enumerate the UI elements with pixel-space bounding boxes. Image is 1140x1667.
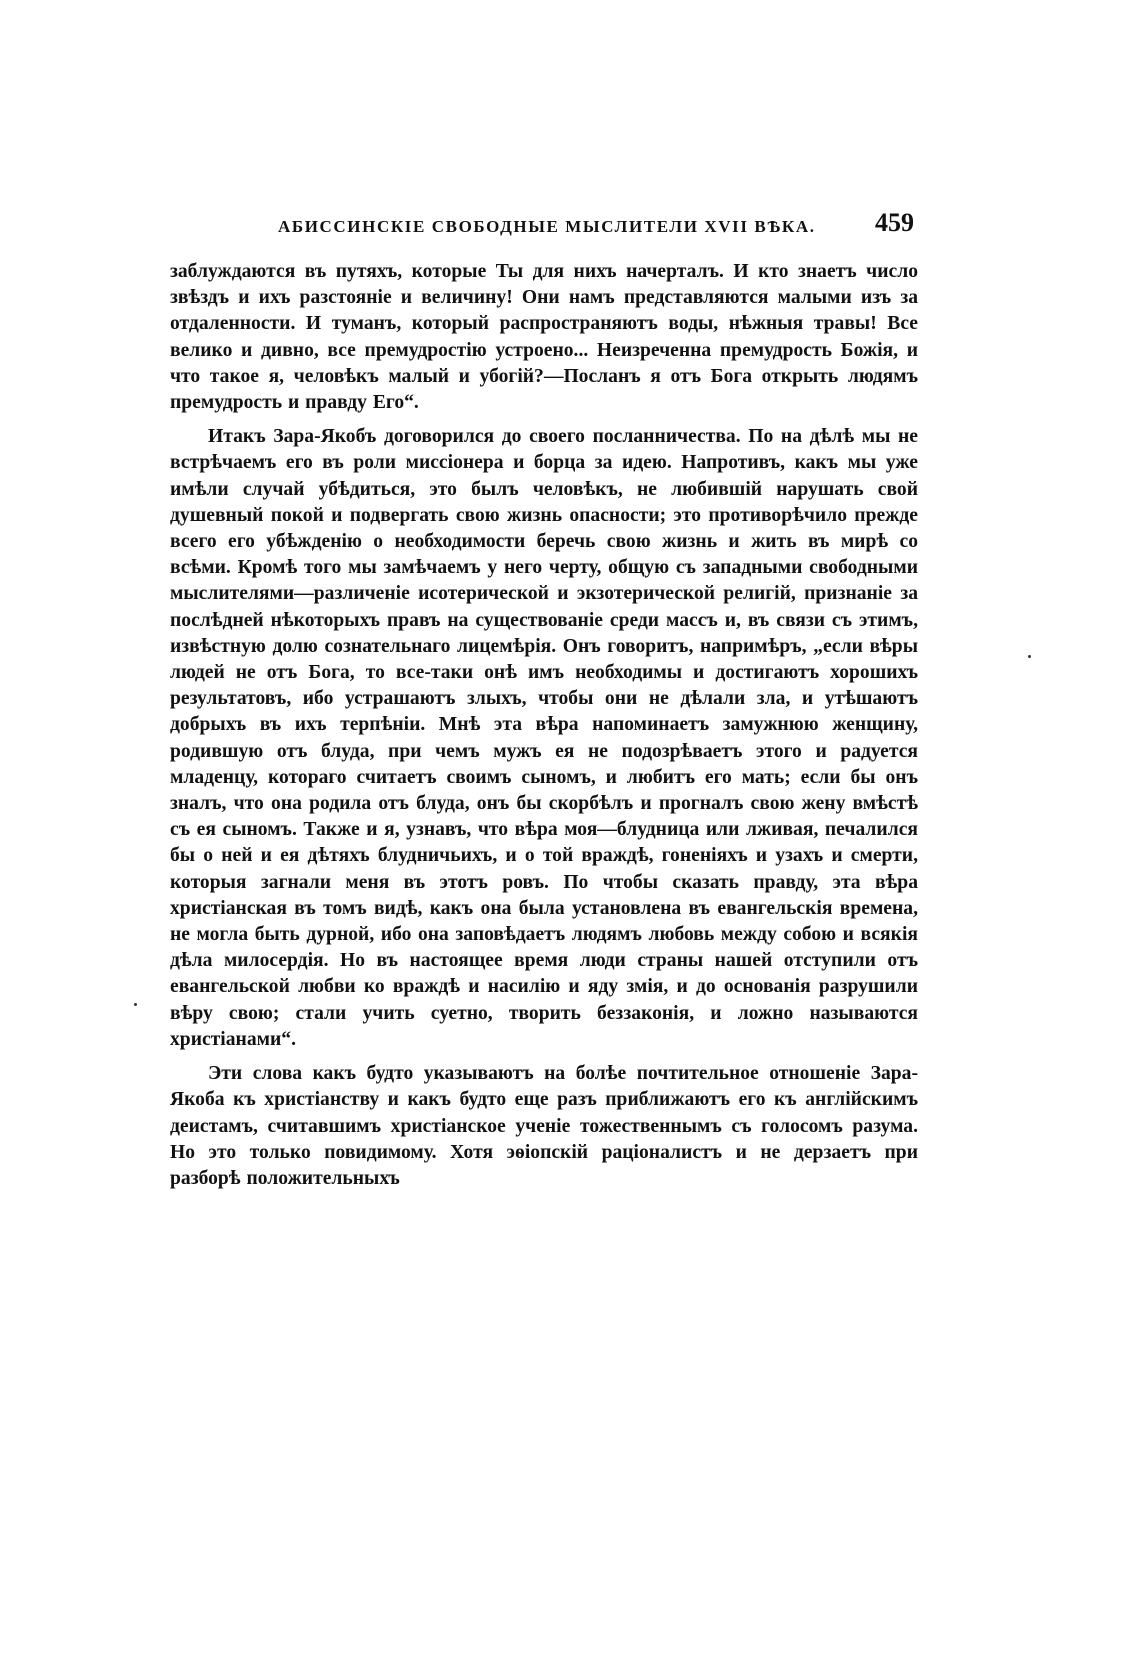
body-text (170, 259, 918, 1192)
margin-mark (1028, 655, 1031, 658)
page-number: 459 (875, 208, 914, 237)
margin-mark (134, 1003, 137, 1006)
paragraph-1: заблуждаются въ путяхъ, которые Ты для нихъ начерталъ. И кто знаетъ число звѣздъ и ихъ разстояніе и величину! Они намъ представляются малыми изъ за отдаленности. И туманъ, который распространяютъ воды, нѣжныя травы! Все велико и дивно, все премудростію устроено... Неизреченна премудрость Божія, и что такое я, человѣкъ малый и убогій?—Посланъ я отъ Бога открыть людямъ премудрость и правду Его“. (170, 261, 918, 414)
paragraph-2: Итакъ Зара-Якобъ договорился до своего посланничества. По на дѣлѣ мы не встрѣчаемъ его въ роли миссіонера и борца за идею. Напротивъ, какъ мы уже имѣли случай убѣдиться, это былъ человѣкъ, не любившій нарушать свой душевный покой и подвергать свою жизнь опасности; это противорѣчило прежде всего его убѣжденію о необходимости беречь свою жизнь и жить въ мирѣ со всѣми. Кромѣ того мы замѣчаемъ у него черту, общую съ западными свободными мыслителями—различеніе исотерической и экзотерической религій, признаніе за послѣдней нѣкоторыхъ правъ на существованіе среди массъ и, въ связи съ этимъ, извѣстную долю сознательнаго лицемѣрія. Онъ говоритъ, напримѣръ, „если вѣры людей не отъ Бога, то все-таки онѣ имъ необходимы и достигаютъ хорошихъ результатовъ, ибо устрашаютъ злыхъ, чтобы они не дѣлали зла, и утѣшаютъ добрыхъ въ ихъ терпѣніи. Мнѣ эта вѣра напоминаетъ замужнюю женщину, родившую отъ блуда, при чемъ мужъ ея не подозрѣваетъ этого и радуется младенцу, котораго считаетъ своимъ сыномъ, и любитъ его мать; если бы онъ зналъ, что она родила отъ блуда, онъ бы скорбѣлъ и прогналъ свою жену вмѣстѣ съ ея сыномъ. Также и я, узнавъ, что вѣра моя—блудница или лживая, печалился бы о ней и ея дѣтяхъ блудничьихъ, и о той враждѣ, гоненіяхъ и узахъ и смерти, которыя загнали меня въ этотъ ровъ. По чтобы сказать правду, эта вѣра христіанская въ томъ видѣ, какъ она была установлена въ евангельскія времена, не могла быть дурной, ибо она заповѣдаетъ людямъ любовь между собою и всякія дѣла милосердія. Но въ настоящее время люди страны нашей отступили отъ евангельской любви ко враждѣ и насилію и яду змія, и до основанія разрушили вѣру свою; стали учить суетно, творить беззаконія, и ложно называются христіанами“. (170, 426, 918, 1050)
running-header (170, 205, 918, 245)
running-title: АБИССИНСКІЕ СВОБОДНЫЕ МЫСЛИТЕЛИ XVII ВѢКА. (278, 217, 816, 236)
paragraph-3: Эти слова какъ будто указываютъ на болѣе почтительное отношеніе Зара-Якоба къ христіанству и какъ будто еще разъ приближаютъ его къ англійскимъ деистамъ, считавшимъ христіанское ученіе тожественнымъ съ голосомъ разума. Но это только повидимому. Хотя эѳіопскій раціоналистъ и не дерзаетъ при разборѣ положительныхъ (170, 1063, 918, 1189)
book-page (170, 205, 918, 1192)
